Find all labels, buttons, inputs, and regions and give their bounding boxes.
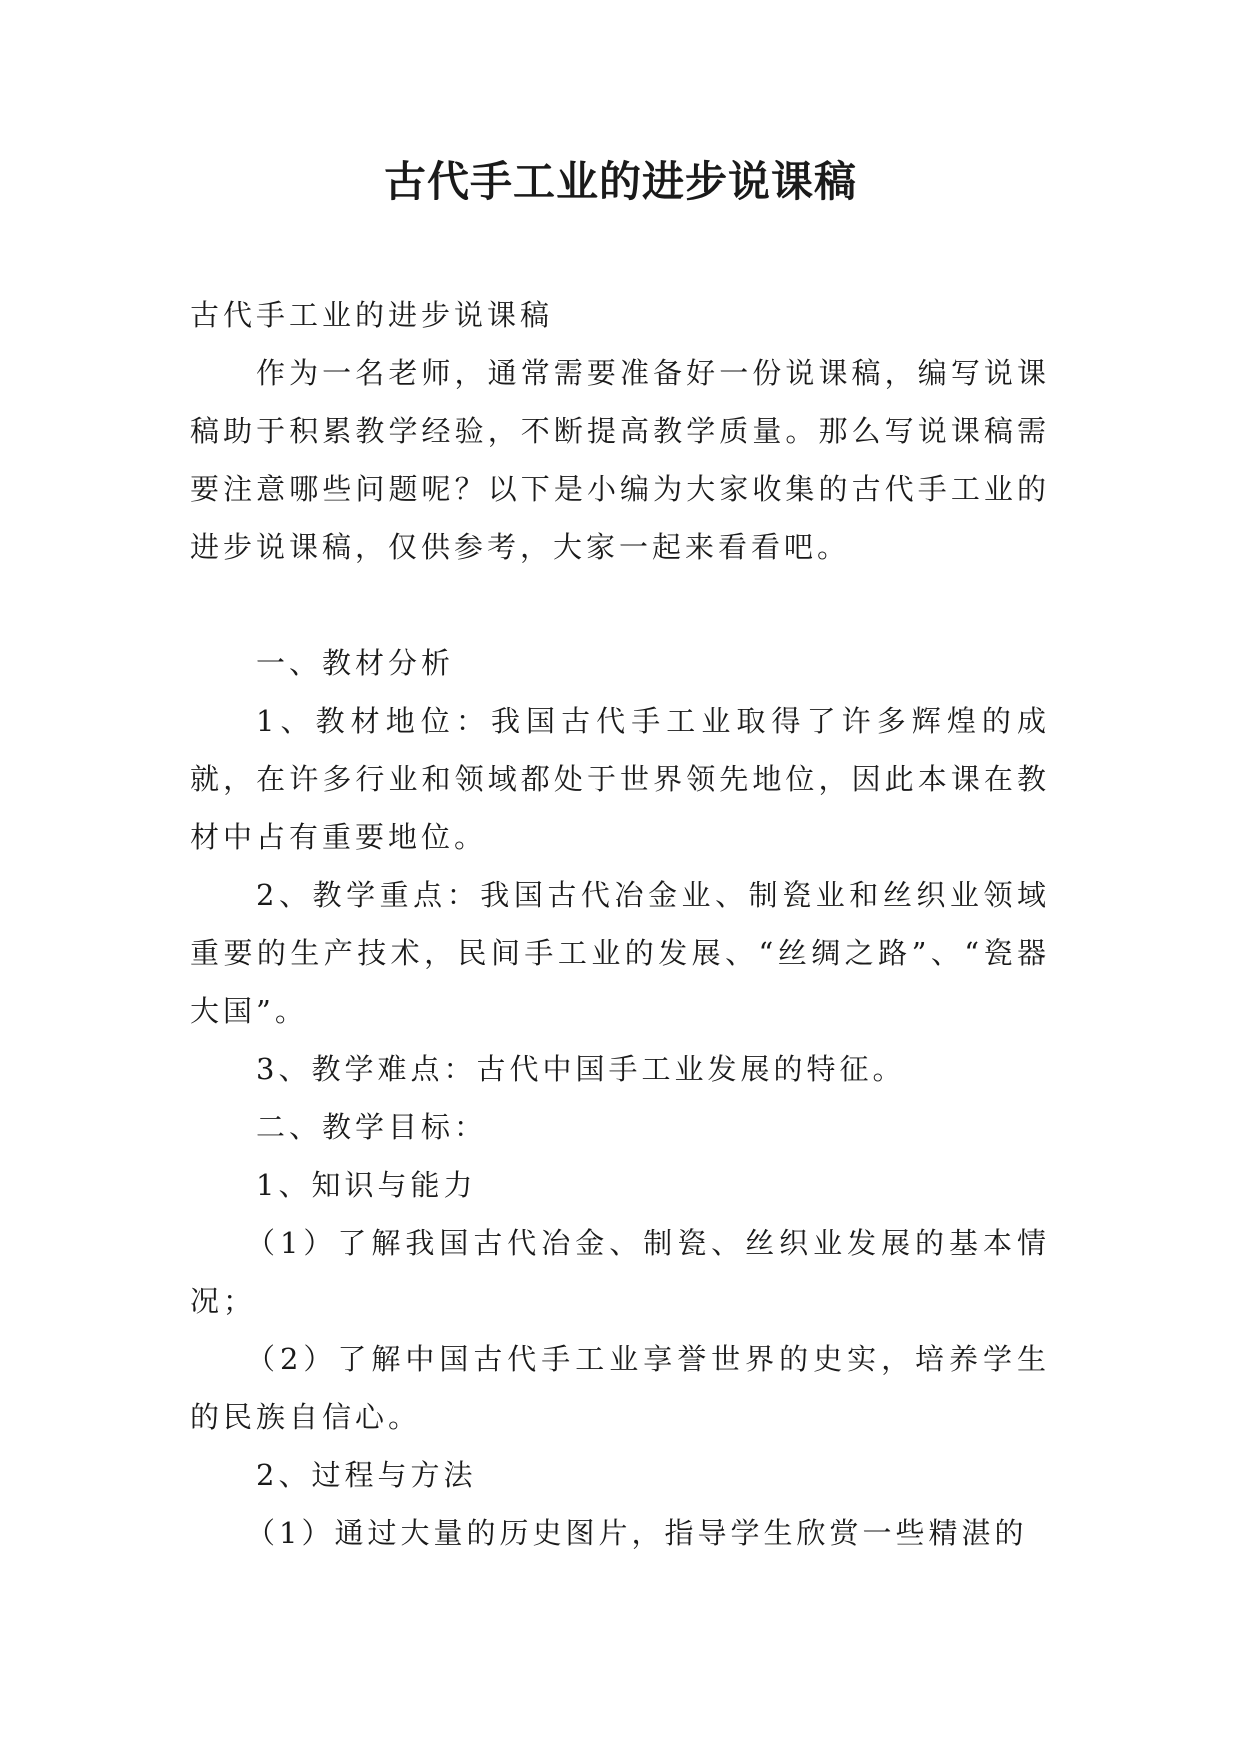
document-title: 古代手工业的进步说课稿 [383,157,857,206]
paragraph-process-1: （1）通过大量的历史图片，指导学生欣赏一些精湛的 [246,1516,1028,1550]
section-heading-goals: 二、教学目标： [256,1110,488,1144]
paragraph-goal-1: （1）了解我国古代冶金、制瓷、丝织业发展的基本情况； [190,1226,1050,1318]
section-heading-materials: 一、教材分析 [256,646,455,680]
intro-paragraph: 作为一名老师，通常需要准备好一份说课稿，编写说课稿助于积累教学经验，不断提高教学质量。那么写说课稿需要注意哪些问题呢？以下是小编为大家收集的古代手工业的进步说课稿，仅供参考，大家一起来看看吧。 [190,356,1050,564]
subheading-process: 2、过程与方法 [256,1458,477,1492]
paragraph-goal-2: （2）了解中国古代手工业享誉世界的史实，培养学生的民族自信心。 [190,1342,1050,1434]
paragraph-spacer [190,576,1050,634]
paragraph-material-status: 1、教材地位：我国古代手工业取得了许多辉煌的成就，在许多行业和领域都处于世界领先地位，因此本课在教材中占有重要地位。 [190,704,1050,854]
subheading-knowledge: 1、知识与能力 [256,1168,477,1202]
document-body [190,286,1050,1562]
paragraph-teaching-difficulty: 3、教学难点：古代中国手工业发展的特征。 [256,1052,906,1086]
subtitle-paragraph: 古代手工业的进步说课稿 [190,298,554,332]
paragraph-teaching-focus: 2、教学重点：我国古代冶金业、制瓷业和丝织业领域重要的生产技术，民间手工业的发展、“丝绸之路”、“瓷器大国”。 [190,878,1050,1028]
